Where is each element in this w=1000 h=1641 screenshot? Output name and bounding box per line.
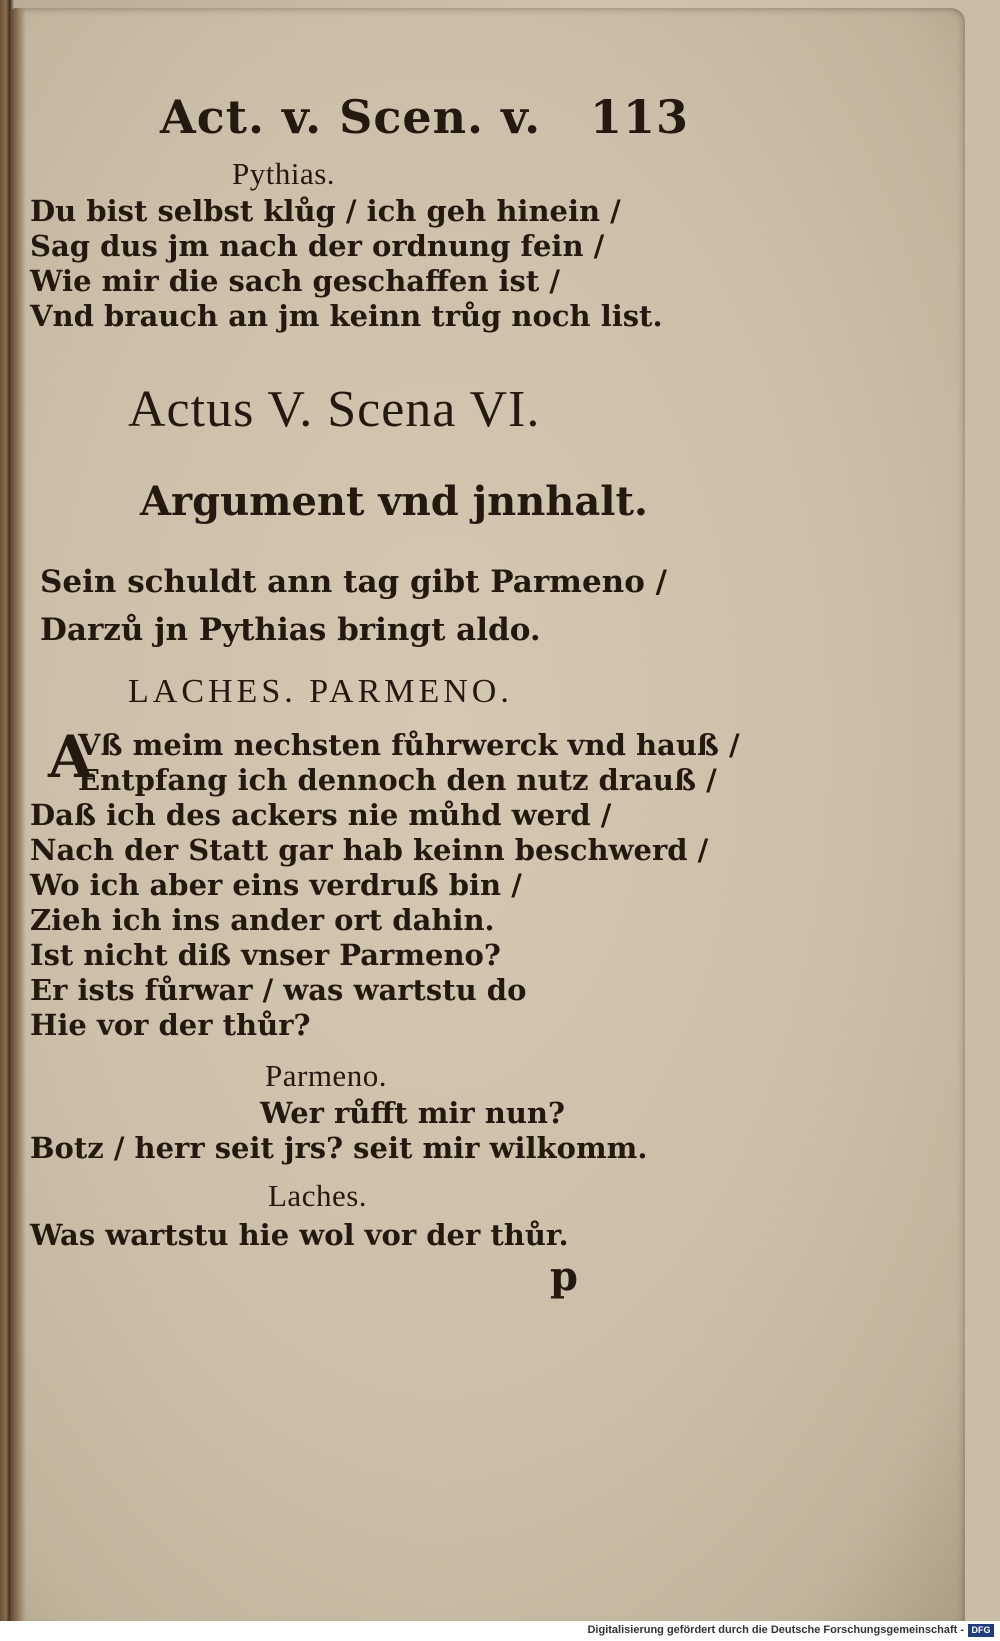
page-gutter-shadow	[10, 8, 26, 1628]
footer-credit: Digitalisierung gefördert durch die Deutsche Forschungsgemeinschaft -	[587, 1624, 964, 1636]
verse-line: Was wartstu hie wol vor der thůr.	[30, 1218, 569, 1252]
argument-text	[40, 558, 667, 654]
verse-line: Wo ich aber eins verdruß bin /	[30, 868, 522, 902]
drop-cap: A	[48, 723, 94, 791]
verse-block-laches	[30, 723, 740, 1043]
verse-line: Wie mir die sach geschaffen ist /	[30, 264, 560, 298]
speaker-parmeno: Parmeno.	[265, 1058, 387, 1093]
verse-line: Er ists fůrwar / was wartstu do	[30, 973, 527, 1007]
argument-heading: Argument vnd jnnhalt.	[140, 478, 648, 525]
catchword: p	[550, 1253, 578, 1300]
verse-line: Du bist selbst klůg / ich geh hinein /	[30, 194, 621, 228]
speaker-pythias: Pythias.	[232, 156, 336, 191]
verse-line: Botz / herr seit jrs? seit mir wilkomm.	[30, 1131, 648, 1165]
argument-line: Sein schuldt ann tag gibt Parmeno /	[40, 564, 668, 600]
page-number: 113	[590, 90, 690, 144]
verse-line: Vß meim nechsten fůhrwerck vnd hauß /	[78, 728, 740, 762]
verse-line: Vnd brauch an jm keinn trůg noch list.	[30, 299, 663, 333]
digitization-footer	[0, 1621, 1000, 1641]
scene-title: Actus V. Scena VI.	[128, 381, 541, 438]
verse-line: Ist nicht diß vnser Parmeno?	[30, 938, 501, 972]
verse-line: Nach der Statt gar hab keinn beschwerd /	[30, 833, 709, 867]
verse-block-pythias	[30, 194, 663, 334]
verse-line: Daß ich des ackers nie můhd werd /	[30, 798, 612, 832]
verse-line: Entpfang ich dennoch den nutz drauß /	[78, 763, 717, 797]
verse-line: Zieh ich ins ander ort dahin.	[30, 903, 495, 937]
speaker-laches: Laches.	[268, 1178, 368, 1213]
dfg-logo: DFG	[968, 1624, 994, 1637]
verse-block-parmeno	[30, 1096, 647, 1166]
verse-block-laches-2	[30, 1218, 569, 1253]
verse-line: Sag dus jm nach der ordnung fein /	[30, 229, 605, 263]
running-header	[160, 90, 690, 150]
verse-line: Hie vor der thůr?	[30, 1008, 311, 1042]
verse-line: Wer růfft mir nun?	[260, 1096, 566, 1130]
cast-list: LACHES. PARMENO.	[128, 673, 513, 710]
running-head-title: Act. v. Scen. v.	[160, 90, 542, 144]
argument-line: Darzů jn Pythias bringt aldo.	[40, 612, 541, 648]
book-page	[10, 8, 965, 1628]
